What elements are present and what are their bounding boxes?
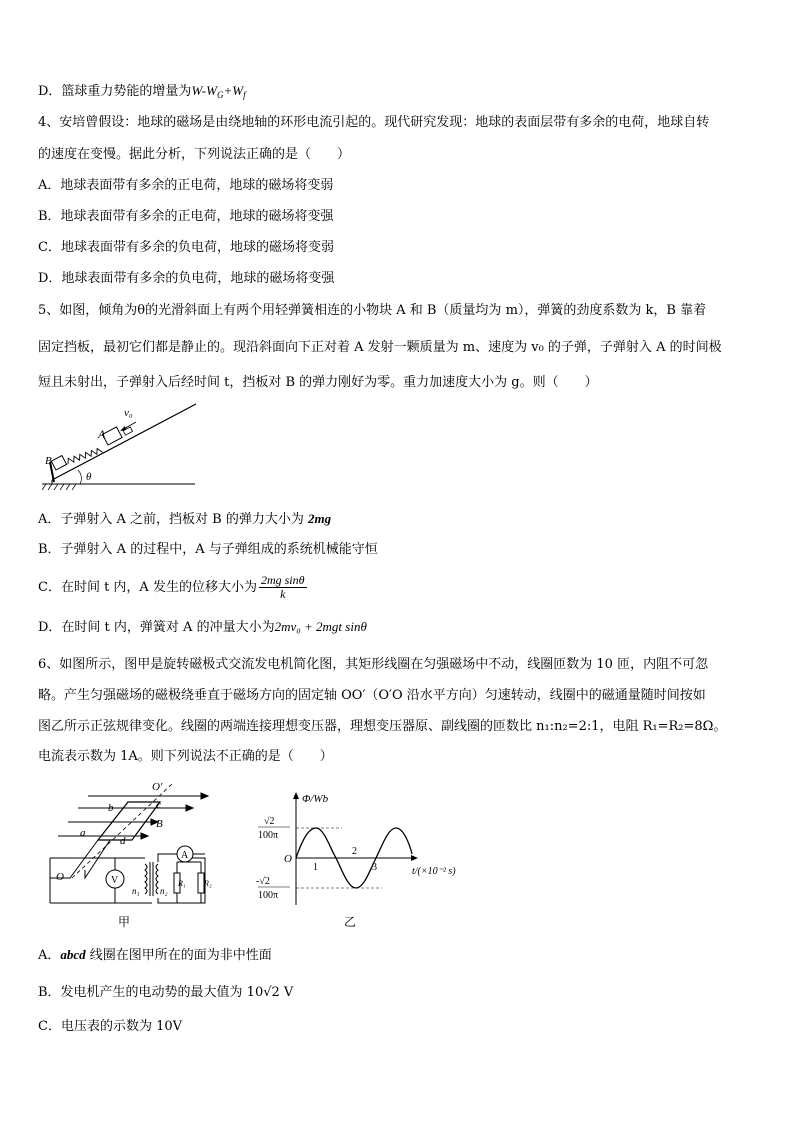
q6-flux-graph: [252, 790, 482, 935]
q6-generator-figure: [40, 778, 230, 933]
q6-option-b: B．发电机产生的电动势的最大值为 10√2 V: [38, 985, 294, 1000]
svg-text:V: V: [111, 875, 119, 886]
q6-option-a: A．abcd 线圈在图甲所在的面为非中性面: [38, 947, 272, 963]
q5-incline-figure: [40, 400, 200, 495]
svg-text:O′: O′: [152, 781, 163, 793]
svg-text:R₁: R₁: [178, 879, 186, 888]
svg-text:B: B: [156, 818, 163, 830]
svg-text:b: b: [108, 802, 114, 814]
q6-stem-line3: 图乙所示正弦规律变化。线圈的两端连接理想变压器，理想变压器原、副线圈的匝数比 n₁:n₂=2:1，电阻 R₁=R₂=8Ω。: [38, 719, 727, 734]
svg-text:100π: 100π: [258, 890, 279, 901]
q4-stem-line1: 4、安培曾假设：地球的磁场是由绕地轴的环形电流引起的。现代研究发现：地球的表面层带有多余的电荷，地球自转: [38, 115, 710, 130]
q6-stem-line1: 6、如图所示，图甲是旋转磁极式交流发电机简化图，其矩形线圈在匀强磁场中不动，线圈匝数为 10 匝，内阻不可忽: [38, 657, 709, 672]
svg-text:Φ/Wb: Φ/Wb: [302, 793, 329, 805]
q5-option-c-fraction: $\frac{\text{2mg sinθ}}{k}$: [260, 573, 305, 601]
q4-option-c: C．地球表面带有多余的负电荷，地球的磁场将变弱: [38, 240, 334, 255]
q6-option-c: C．电压表的示数为 10V: [38, 1019, 183, 1034]
svg-text:n₁: n₁: [132, 886, 140, 896]
svg-text:2: 2: [352, 846, 357, 857]
caption-yi: 乙: [344, 915, 357, 929]
svg-text:√2: √2: [264, 816, 275, 827]
label-theta: θ: [86, 471, 92, 483]
q4-option-d: D．地球表面带有多余的负电荷，地球的磁场将变强: [38, 271, 335, 286]
q5-option-a: A．子弹射入 A 之前，挡板对 B 的弹力大小为 2mg: [38, 511, 332, 527]
q5-stem-line3: 短且未射出，子弹射入后经时间 t，挡板对 B 的弹力刚好为零。重力加速度大小为 g。则（ ）: [38, 375, 598, 390]
svg-text:-√2: -√2: [256, 876, 270, 887]
svg-text:a: a: [80, 827, 86, 839]
q5-option-b: B．子弹射入 A 的过程中，A 与子弹组成的系统机械能守恒: [38, 542, 378, 557]
svg-text:O: O: [56, 871, 64, 883]
svg-text:1: 1: [313, 862, 318, 873]
svg-text:R₂: R₂: [204, 879, 212, 888]
svg-text:100π: 100π: [258, 830, 279, 841]
ground-hatch: [42, 484, 76, 490]
q4-option-a: A．地球表面带有多余的正电荷，地球的磁场将变弱: [38, 178, 334, 193]
q4-stem-line2: 的速度在变慢。据此分析，下列说法正确的是（ ）: [38, 147, 351, 162]
label-a: A: [98, 427, 106, 441]
block-b: [51, 456, 66, 470]
svg-text:O: O: [284, 853, 292, 865]
q6-stem-line4: 电流表示数为 1A。则下列说法不正确的是（ ）: [38, 749, 333, 764]
svg-text:3: 3: [372, 862, 377, 873]
svg-text:A: A: [181, 850, 189, 861]
svg-text:c: c: [156, 799, 161, 811]
label-b: B: [45, 455, 52, 467]
q4-option-b: B．地球表面带有多余的正电荷，地球的磁场将变强: [38, 209, 334, 224]
q6-stem-line2: 略。产生匀强磁场的磁极绕垂直于磁场方向的固定轴 OO′（O′O 沿水平方向）匀速转动，线圈中的磁通量随时间按如: [38, 688, 706, 703]
q5-option-d: D．在时间 t 内，弹簧对 A 的冲量大小为2mv₀ + 2mgt sinθ: [38, 619, 367, 635]
q5-option-c: C．在时间 t 内，A 发生的位移大小为 $\frac{\text{2mg sinθ}}{k}$: [38, 573, 305, 601]
svg-text:n₂: n₂: [160, 886, 168, 896]
q3-option-d-formula: $W-W_G+W_f$: [191, 83, 246, 100]
q5-stem-line2: 固定挡板，最初它们都是静止的。现沿斜面向下正对着 A 发射一颗质量为 m、速度为 v₀ 的子弹，子弹射入 A 的时间极: [38, 340, 722, 355]
q5-stem-line1: 5、如图，倾角为θ的光滑斜面上有两个用轻弹簧相连的小物块 A 和 B（质量均为 m），弹簧的劲度系数为 k，B 靠着: [38, 303, 707, 318]
q3-option-d: D．篮球重力势能的增量为$W-W_G+W_f$: [38, 83, 246, 100]
svg-text:d: d: [120, 835, 126, 847]
svg-text:t/(×10⁻² s): t/(×10⁻² s): [412, 866, 456, 877]
caption-jia: 甲: [118, 915, 131, 929]
v0-label: v₀: [124, 407, 133, 419]
